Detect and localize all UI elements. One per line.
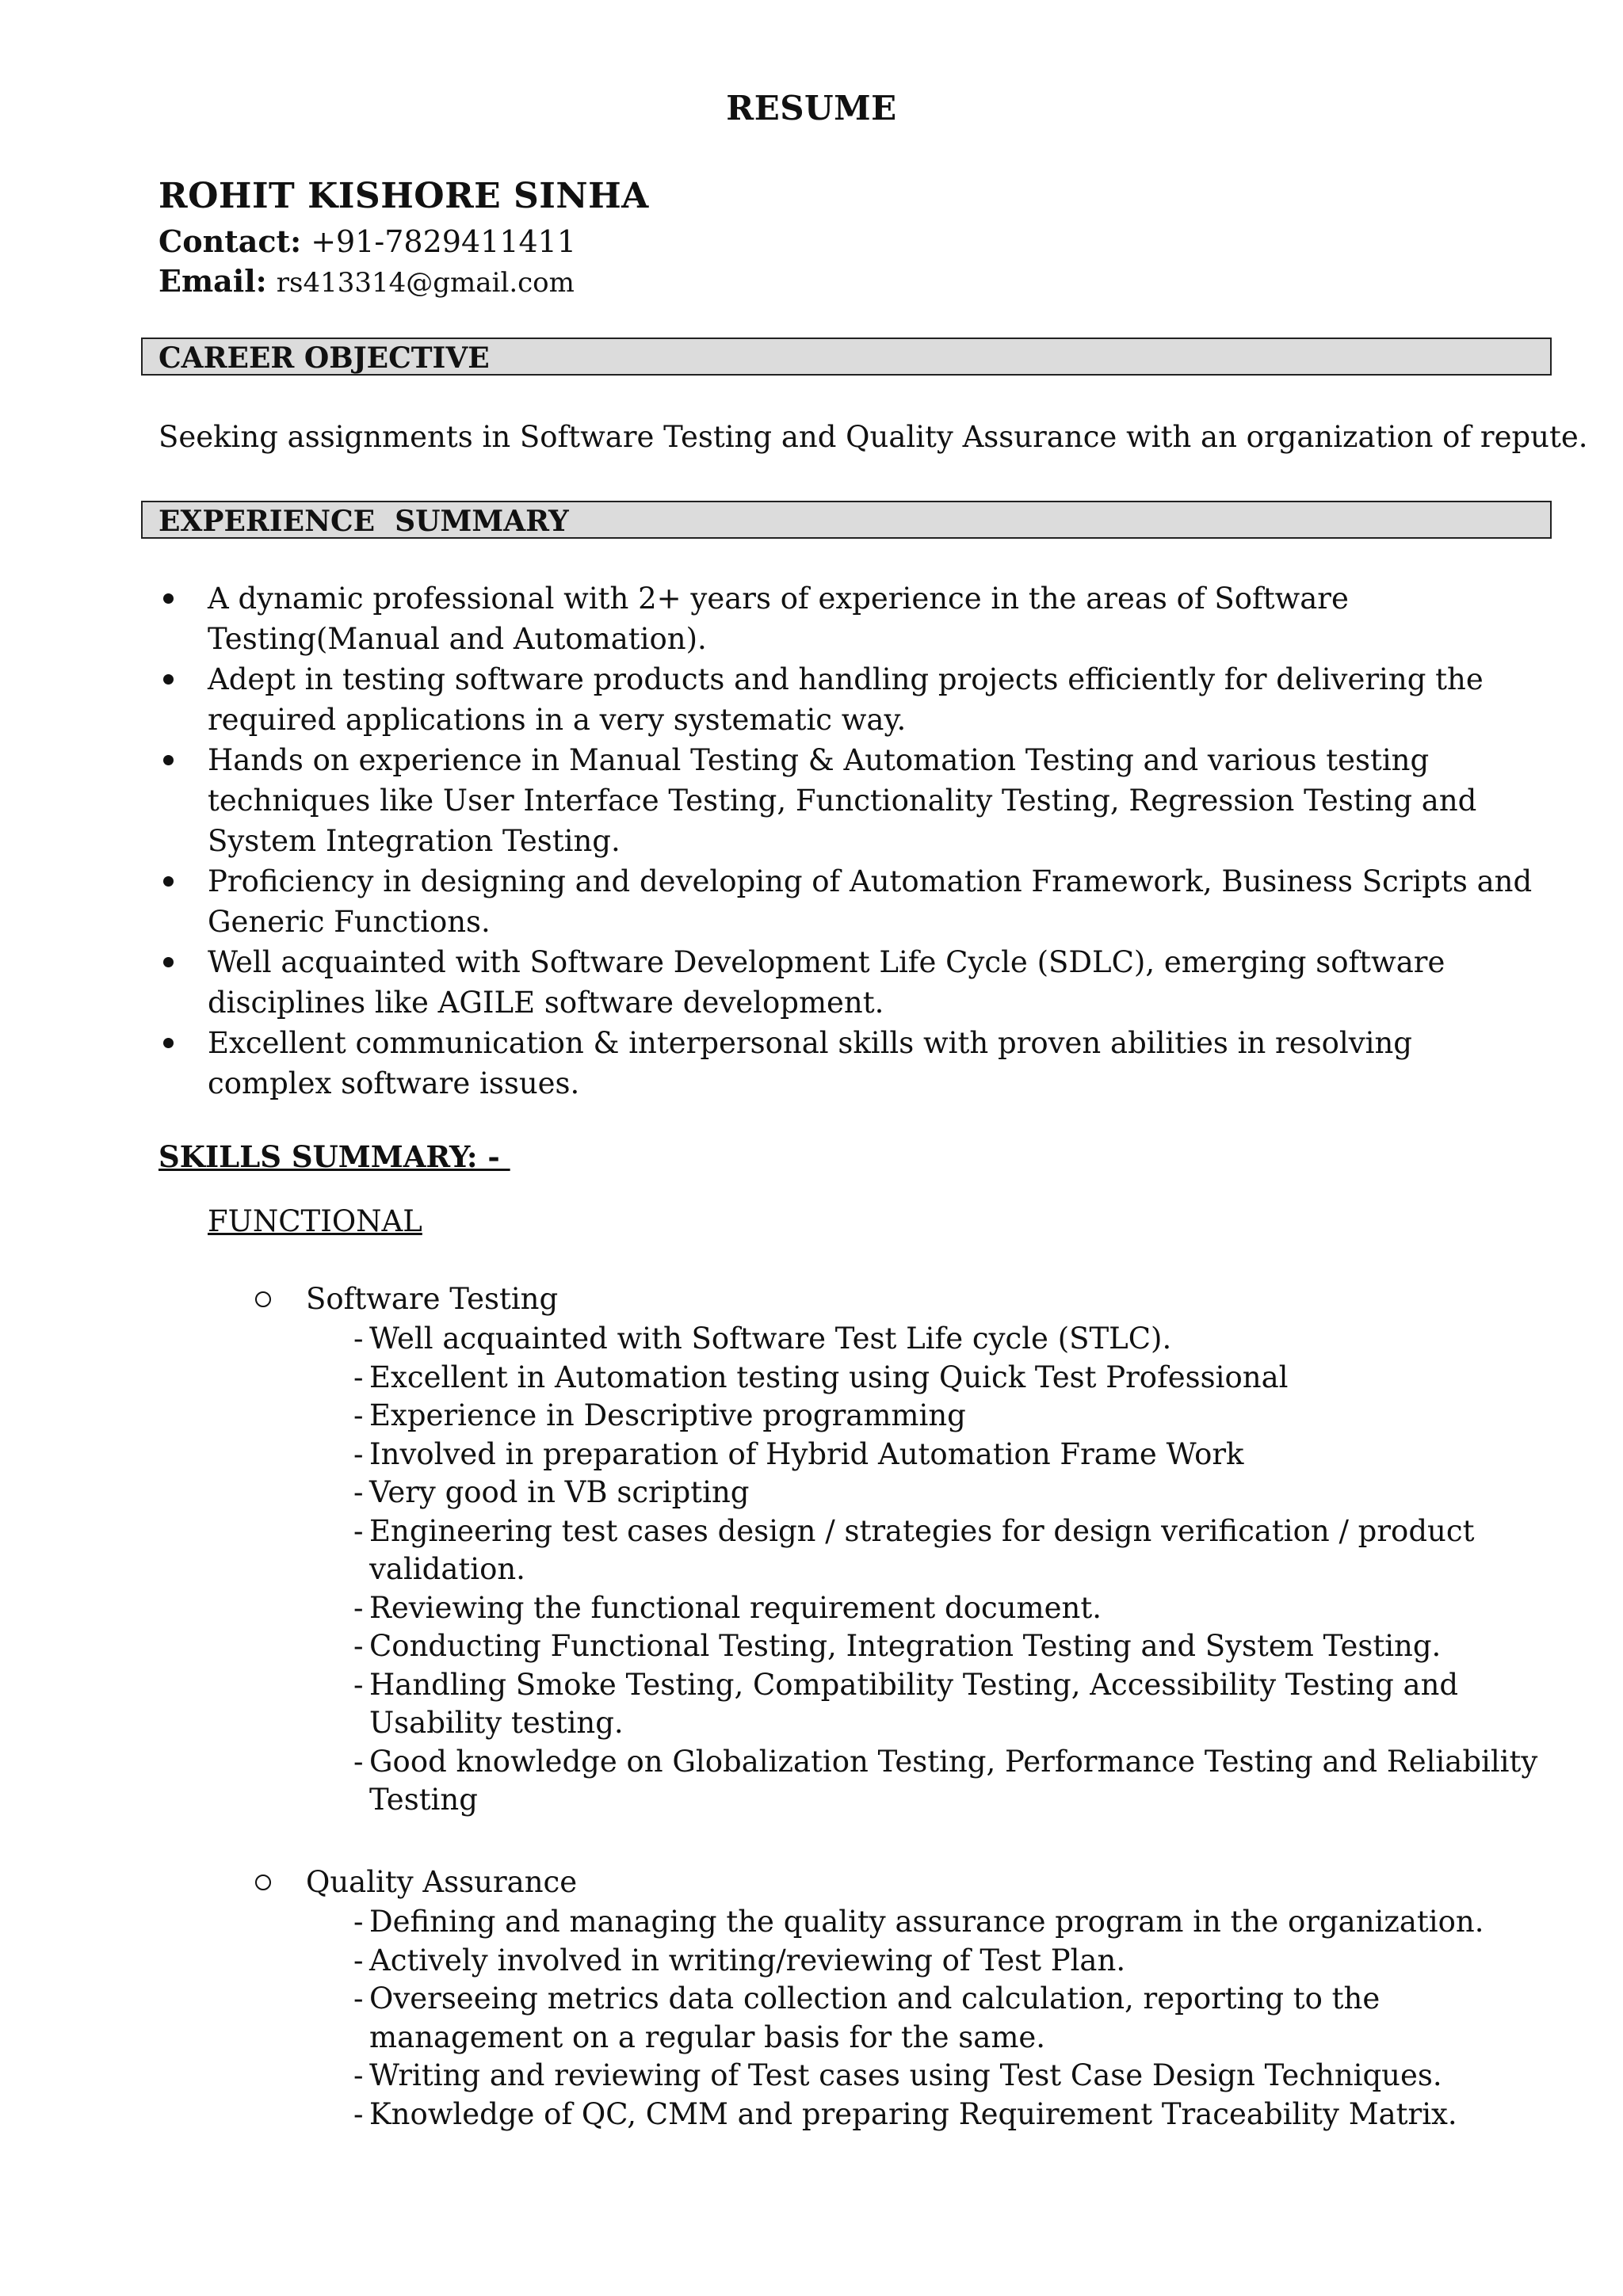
- email-line: [158, 263, 575, 299]
- bullet-icon: [163, 957, 174, 967]
- list-item: - Very good in VB scripting: [353, 1475, 750, 1509]
- quality-assurance-list: [353, 1903, 1542, 2134]
- list-item: - Reviewing the functional requirement document.: [353, 1590, 1102, 1625]
- list-item: [158, 659, 1537, 740]
- software-testing-list: [353, 1320, 1542, 1820]
- list-item: - Actively involved in writing/reviewing of Test Plan.: [353, 1943, 1126, 1978]
- list-item: - Overseeing metrics data collection and calculation, reporting to the management on a regular basis for the same.: [353, 1981, 1381, 2054]
- list-item-text: Reviewing the functional requirement document.: [369, 1590, 1102, 1625]
- list-item-text: Well acquainted with Software Development Life Cycle (SDLC), emerging software disciplines like AGILE software development.: [208, 945, 1445, 1020]
- bullet-icon: [163, 593, 174, 604]
- email-value: rs413314@gmail.com: [276, 267, 575, 299]
- hollow-bullet-icon: [255, 1291, 271, 1307]
- list-item-text: Proficiency in designing and developing of Automation Framework, Business Scripts and Generic Functions.: [208, 864, 1533, 939]
- list-item-text: Excellent in Automation testing using Quick Test Professional: [369, 1360, 1289, 1394]
- candidate-name: ROHIT KISHORE SINHA: [158, 176, 649, 216]
- list-item: - Defining and managing the quality assurance program in the organization.: [353, 1905, 1484, 1939]
- experience-summary-heading-bar: [141, 501, 1552, 539]
- list-item-text: Overseeing metrics data collection and calculation, reporting to the management on a regular basis for the same.: [369, 1981, 1381, 2054]
- email-label: Email:: [158, 263, 267, 299]
- list-item-text: Involved in preparation of Hybrid Automation Frame Work: [369, 1436, 1244, 1471]
- career-objective-heading-bar: [141, 338, 1552, 376]
- list-item-text: Actively involved in writing/reviewing of Test Plan.: [369, 1943, 1126, 1978]
- list-item: - Experience in Descriptive programming: [353, 1398, 966, 1432]
- experience-summary-list: [158, 578, 1537, 1104]
- list-item: [158, 942, 1537, 1023]
- list-item: - Knowledge of QC, CMM and preparing Requirement Traceability Matrix.: [353, 2096, 1457, 2131]
- contact-line: [158, 223, 576, 259]
- contact-label: Contact:: [158, 223, 302, 259]
- list-item: - Writing and reviewing of Test cases using Test Case Design Techniques.: [353, 2058, 1442, 2092]
- list-item-text: Good knowledge on Globalization Testing, Performance Testing and Reliability Testing: [369, 1744, 1538, 1817]
- list-item-text: Adept in testing software products and handling projects efficiently for delivering the required applications in a very systematic way.: [208, 662, 1484, 737]
- software-testing-heading: [255, 1282, 558, 1316]
- list-item: - Well acquainted with Software Test Life cycle (STLC).: [353, 1322, 1172, 1356]
- career-objective-heading: CAREER OBJECTIVE: [158, 341, 490, 375]
- list-item: [158, 578, 1537, 659]
- list-item: - Conducting Functional Testing, Integration Testing and System Testing.: [353, 1629, 1442, 1663]
- list-item-text: Knowledge of QC, CMM and preparing Requirement Traceability Matrix.: [369, 2096, 1457, 2131]
- list-item: - Engineering test cases design / strategies for design verification / product validation.: [353, 1513, 1475, 1586]
- list-item-text: A dynamic professional with 2+ years of experience in the areas of Software Testing(Manual and Automation).: [208, 582, 1349, 656]
- list-item-text: Defining and managing the quality assurance program in the organization.: [369, 1905, 1484, 1939]
- functional-subheading: FUNCTIONAL: [208, 1204, 422, 1238]
- list-item-text: Conducting Functional Testing, Integration Testing and System Testing.: [369, 1629, 1442, 1663]
- bullet-icon: [163, 755, 174, 765]
- list-item-text: Engineering test cases design / strategies for design verification / product validation.: [369, 1513, 1475, 1586]
- bullet-icon: [163, 876, 174, 887]
- bullet-icon: [163, 1038, 174, 1048]
- contact-value: +91-7829411411: [311, 224, 577, 259]
- quality-assurance-label: Quality Assurance: [306, 1865, 578, 1899]
- list-item: - Good knowledge on Globalization Testing, Performance Testing and Reliability Testing: [353, 1744, 1538, 1817]
- list-item: - Handling Smoke Testing, Compatibility Testing, Accessibility Testing and Usability testing.: [353, 1667, 1459, 1740]
- list-item: - Involved in preparation of Hybrid Automation Frame Work: [353, 1436, 1244, 1471]
- list-item: [158, 861, 1537, 942]
- career-objective-text: Seeking assignments in Software Testing and Quality Assurance with an organization of repute.: [158, 420, 1588, 454]
- list-item-text: Experience in Descriptive programming: [369, 1398, 966, 1432]
- skills-summary-heading: SKILLS SUMMARY: -: [158, 1139, 510, 1174]
- quality-assurance-heading: [255, 1865, 577, 1899]
- list-item-text: Hands on experience in Manual Testing & Automation Testing and various testing techniques like User Interface Testing, Functionality Testing, Regression Testing and System Integration Testing.: [208, 743, 1477, 858]
- experience-summary-heading: EXPERIENCE SUMMARY: [158, 505, 569, 538]
- list-item: [158, 1023, 1537, 1104]
- list-item: [158, 740, 1537, 861]
- list-item: - Excellent in Automation testing using Quick Test Professional: [353, 1360, 1289, 1394]
- list-item-text: Well acquainted with Software Test Life cycle (STLC).: [369, 1322, 1172, 1356]
- list-item-text: Excellent communication & interpersonal skills with proven abilities in resolving complex software issues.: [208, 1026, 1412, 1100]
- list-item-text: Very good in VB scripting: [369, 1475, 750, 1509]
- document-title: RESUME: [726, 89, 897, 128]
- list-item-text: Handling Smoke Testing, Compatibility Testing, Accessibility Testing and Usability testing.: [369, 1667, 1459, 1740]
- list-item-text: Writing and reviewing of Test cases using Test Case Design Techniques.: [369, 2058, 1442, 2092]
- bullet-icon: [163, 674, 174, 685]
- software-testing-label: Software Testing: [306, 1282, 559, 1316]
- hollow-bullet-icon: [255, 1875, 271, 1890]
